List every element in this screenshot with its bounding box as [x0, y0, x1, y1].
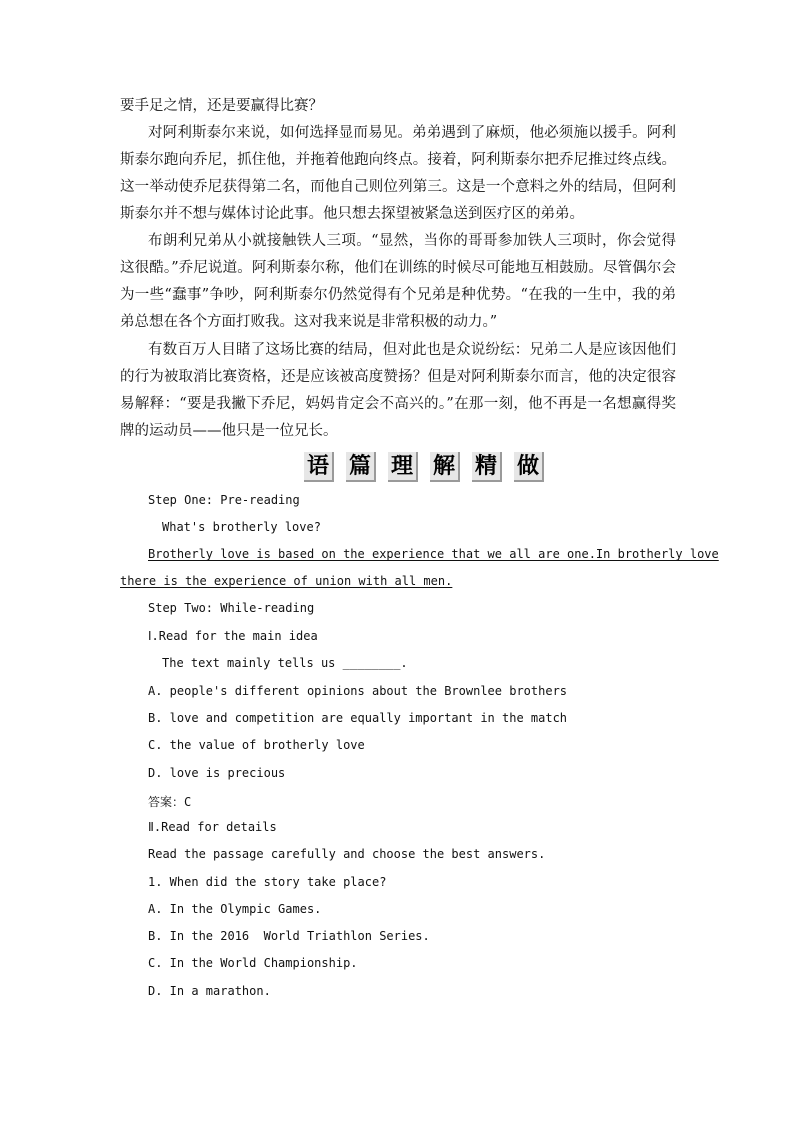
pre-reading-question: What's brotherly love? — [162, 520, 321, 534]
banner-char: 解 — [430, 452, 460, 482]
banner-char: 篇 — [346, 452, 376, 482]
passage-paragraph-3: 有数百万人目睹了这场比赛的结局，但对此也是众说纷纭：兄弟二人是应该因他们的行为被取消比赛资格，还是应该被高度赞扬？但是对阿利斯泰尔而言，他的决定很容易解释：“要是我撇下乔尼，妈妈肯定会不高兴的。”在那一刻，他不再是一名想赢得奖牌的运动员——他只是一位兄长。 — [120, 342, 676, 439]
question-2-option-c: C. In the World Championship. — [148, 956, 358, 970]
banner-char: 语 — [304, 452, 334, 482]
question-1-option-c: C. the value of brotherly love — [148, 738, 365, 752]
passage-paragraph-2: 布朗利兄弟从小就接触铁人三项。“显然，当你的哥哥参加铁人三项时，你会觉得这很酷。”乔尼说道。阿利斯泰尔称，他们在训练的时候尽可能地互相鼓励。尽管偶尔会为一些“蠢事”争吵，阿利斯泰尔仍然觉得有个兄弟是种优势。“在我的一生中，我的弟弟总想在各个方面打败我。这对我来说是非常积极的动力。” — [120, 233, 676, 330]
banner-char: 理 — [388, 452, 418, 482]
part-2-instruction: Read the passage carefully and choose the best answers. — [148, 847, 546, 861]
question-1-option-b: B. love and competition are equally important in the match — [148, 711, 568, 725]
passage-paragraph-1: 对阿利斯泰尔来说，如何选择显而易见。弟弟遇到了麻烦，他必须施以援手。阿利斯泰尔跑向乔尼，抓住他，并拖着他跑向终点。接着，阿利斯泰尔把乔尼推过终点线。这一举动使乔尼获得第二名，而他自己则位列第三。这是一个意料之外的结局，但阿利斯泰尔并不想与媒体讨论此事。他只想去探望被紧急送到医疗区的弟弟。 — [120, 125, 676, 222]
part-2-heading: Ⅱ.Read for details — [148, 820, 277, 834]
question-2-option-a: A. In the Olympic Games. — [148, 902, 322, 916]
pre-reading-answer-line-2: there is the experience of union with all men. — [120, 574, 453, 588]
question-2: 1. When did the story take place? — [148, 875, 387, 889]
step-one-heading: Step One: Pre-reading — [148, 493, 300, 507]
banner-char: 做 — [514, 452, 544, 482]
section-banner — [304, 452, 544, 482]
question-1-answer: 答案：C — [148, 795, 192, 809]
question-2-option-d: D. In a marathon. — [148, 984, 271, 998]
pre-reading-answer-line-1: Brotherly love is based on the experience that we all are one.In brotherly love — [148, 547, 719, 561]
question-1: The text mainly tells us ________. — [162, 656, 408, 670]
part-1-heading: Ⅰ.Read for the main idea — [148, 629, 318, 643]
banner-char: 精 — [472, 452, 502, 482]
question-1-option-a: A. people's different opinions about the Brownlee brothers — [148, 684, 568, 698]
passage-paragraph-0: 要手足之情，还是要赢得比赛？ — [120, 98, 323, 114]
question-1-option-d: D. love is precious — [148, 766, 286, 780]
step-two-heading: Step Two: While-reading — [148, 601, 315, 615]
question-2-option-b: B. In the 2016 World Triathlon Series. — [148, 929, 430, 943]
